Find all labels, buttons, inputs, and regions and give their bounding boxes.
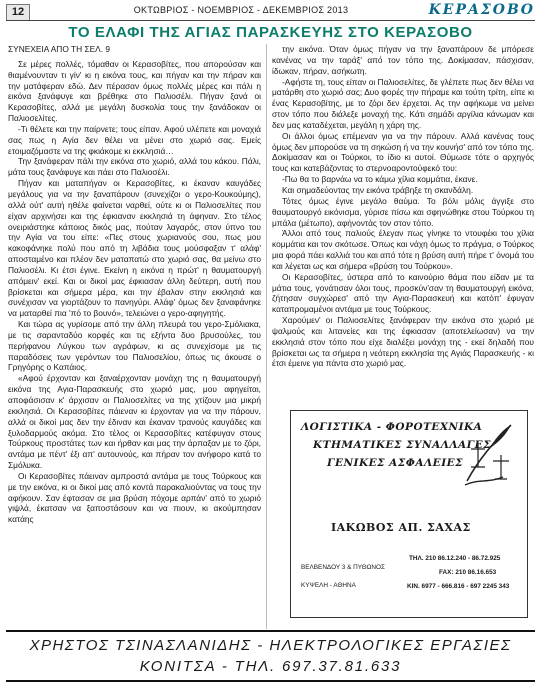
ad-person-name: ΙΑΚΩΒΟΣ ΑΠ. ΣΑΧΑΣ	[331, 521, 471, 534]
paragraph: Πήγαν και ματαπήγαν οι Κερασοβίτες, κι έκαναν καυγάδες μεγάλους για να την ξαναπάρουν (συνεχίζοι ο γερο-Κουκούμης), αλλά ούτ' αυτή ηθέλε φαίνεται ναρθεί, ούτε κι οι Παλιοσελίτες που είχαν αρχινήσει και της έφκιαναν εκκλησιά τη άφηναν. Στο τέλος ονειριάστηκε κάποιος δικός μας, πούταν λαγαρός, στον ύπνο του την Αγία να του είπε: «Πες στους χωριανούς σου, πως μου κακοφάνηκε πολύ που από τη λιβάδια τους μούσφαξαν τ' αλάφ' αποσταμένο και πλέον δεν ματαπατώ στο χωριό σας, θα μείνω στο Παλιοσέλι. Κι έτσι έγινε. Εκείνη η εικόνα η πρώτ' η θαυματουργή απόμειν' εκεί. Και οι δικοί μας έφκιασαν άλλη δεύτερη, αυτή που βρίσκεται και σήμερα μέρα, και την έβαλαν στην εκκλησιά και συνέχισαν να γιορτάζουν το πανηγύρι. Αλάφ' όμως δεν ξαναφάνηκε να ματαρθεί πια 'πό το βουνό», τελειώνει ο γερο-αφηγητής.	[8, 178, 261, 319]
issue-date: ΟΚΤΩΒΡΙΟΣ - ΝΟΕΜΒΡΙΟΣ - ΔΕΚΕΜΒΡΙΟΣ 2013	[133, 5, 349, 15]
continued-note: ΣΥΝΕΧΕΙΑ ΑΠΟ ΤΗ ΣΕΛ. 9	[8, 44, 110, 54]
paragraph: Σε μέρες πολλές, τόμαθαν οι Κερασοβίτες, που απορούσαν και θιαμένουνταν τι γίν' κι η εικόνα τους, και πήγαν και την πήραν και την ματάφεραν εδώ. Δεν πέρασαν όμως πολλές μέρες και πάλι η εικόνα ξανάφυγε και βρέθηκε στο Παλιοσέλι. Πήγαν ξανά οι Κερασοβίτες, αλλά με μεγάλη δυσκολία τους την ξανάδοκαν οι Παλιοσελίτες.	[8, 58, 261, 124]
accounting-advertisement	[290, 410, 528, 618]
ad-service-line: ΚΤΗΜΑΤΙΚΕΣ ΣΥΝΑΛΛΑΓΕΣ	[313, 439, 492, 451]
paragraph: -Τι θέλετε και την παίρνετε; τους είπαν. Αφού υλέπετε και μοναχιά σας πως η Αγία δεν θέλει να μένει στο χωριό σας. Εμείς ετοιμαζόμαστε να της φκιάκομε κι εκκλησιά…	[8, 123, 261, 156]
paragraph: -Πω θα το βαρνάω να το κάμω χίλια κομμάτια, έκανε.	[282, 174, 478, 185]
banner-bottom-rule	[6, 680, 535, 682]
quill-scale-logo-icon	[459, 419, 519, 491]
ad-phone: ΤΗΛ. 210 86.12.240 - 86.72.925	[409, 555, 501, 562]
paragraph: Και τώρα ας γυρίσομε από την άλλη πλευρά του γερο-Σμόλιακα, με τις σαρανταδύο κορφές και τις εξήντα δυο βρυσούλες, του περήφανου Λύγκου των αγράφων, κι ας συνεχίσομε με τις παραδόσεις των γερόντων του Παλιοσελίου, όπως τις άκουσε ο Γρηγόρης ο Καπάιος.	[8, 319, 261, 373]
banner-line: ΧΡΗΣΤΟΣ ΤΣΙΝΑΣΛΑΝΙΔΗΣ - ΗΛΕΚΤΡΟΛΟΓΙΚΕΣ ΕΡΓΑΣΙΕΣ	[29, 637, 512, 654]
paragraph: Χαρούμεν' οι Παλιοσελίτες ξανάφεραν την εικόνα στο χωριό με ψαλμούς και λιτανείες και της έφκιασαν (αποτελείωσαν) να την εκκλησιά στον τόπο που είχε διαλέξει μονάχη της - εκεί δηλαδή που βρίσκεται ως τα σήμερα η νεότερη εκκλησία της Αγιάς Παρασκευής - κι έτσι έμεινε για πάντα στο χωριό μας.	[272, 315, 534, 369]
paragraph: Και σημαδεύοντας την εικόνα τράβηξε τη σκανδάλη.	[282, 184, 474, 195]
paragraph: Την ξανάφεραν πάλι την εικόνα στο χωριό, αλλά του κάκου. Πάλι, μάτα τους ξανάφυγε και πάει στο Παλιοσέλι.	[8, 156, 261, 178]
ad-mobile: ΚΙΝ. 6977 - 666.816 - 697 2245 343	[407, 583, 510, 590]
paragraph: την εικόνα. Όταν όμως πήγαν να την ξαναπάρουν δε μπόρεσε κανένας να την ταράξ' από τον τόπο της. Δοκίμασαν, πάσχισαν, ίδωκαν, πήραν, ασήκωτη.	[272, 44, 534, 76]
banner-line: ΚΟΝΙΤΣΑ - ΤΗΛ. 697.37.81.633	[139, 658, 402, 675]
paragraph: Οι Κερασοβίτες, ύστερα από το καινούριο θάμα που είδαν με τα μάτια τους, γονάτισαν όλοι τους, προσκύν'σαν τη θαυματουργή εικόνα, ζήτησαν συγχώρεσ' από την Αγια-Παρασκευή και κατόπ' έφυγαν καταπρομαμένοι αντάμα με τους Τούρκους.	[272, 271, 534, 315]
newspaper-name: ΚΕΡΑΣΟΒΟ	[428, 2, 535, 18]
column-divider	[266, 44, 267, 629]
electrician-banner	[6, 630, 535, 696]
banner-top-rule	[6, 630, 535, 632]
header-divider	[6, 20, 535, 21]
article-title: ΤΟ ΕΛΑΦΙ ΤΗΣ ΑΓΙΑΣ ΠΑΡΑΣΚΕΥΗΣ ΣΤΟ ΚΕΡΑΣΟΒΟ	[68, 24, 473, 41]
paragraph: Οι Κερασοβίτες πάειναν αμπροστά αντάμα με τους Τούρκους και με την εικόνα, κι οι δικοί μας από κοντά παρακαλιούντας να τους την αφήκουν. Σαν έφτασαν σε μια βρύση πόχομε αρπάν' από το χωριό γιψλά, έκατσαν να ξαποστάσουν και να πιουν, κι ακούμπησαν κατάης	[8, 470, 261, 525]
ad-fax: FAX: 210 86.16.653	[439, 569, 497, 576]
article-column-left	[8, 44, 261, 629]
ad-service-line: ΛΟΓΙΣΤΙΚΑ - ΦΟΡΟΤΕΧΝΙΚΑ	[301, 421, 483, 433]
ad-address: ΚΥΨΕΛΗ - ΑΘΗΝΑ	[301, 582, 356, 589]
ad-address: ΒΕΛΒΕΝΔΟΥ 3 & ΠΥΘΩΝΟΣ	[301, 564, 385, 571]
ad-service-line: ΓΕΝΙΚΕΣ ΑΣΦΑΛΕΙΕΣ	[327, 457, 464, 469]
article-column-right	[272, 44, 534, 396]
paragraph: Τότες όμως έγινε μεγάλο θαύμα. Το βόλι μόλις άγγιξε στο θαυματουργό εικόνισμα, γύρισε πίσω και σφηνώθηκε στου Τούρκου τη μπάλα (μέτωπο), αφήνοντάς τον στον τόπο.	[272, 195, 534, 228]
paragraph: -Αφήστε τη, τους είπαν οι Παλιοσελίτες, δε γλέπετε πως δεν θέλει να ματάρθη στο χωριό σας; Δυο φορές την πήραμε και τούτη τρίτη, είπε κι ένας Κερασοβίτης, με το ζόρι δεν έρχεται. Ας την αφήκωμε να μείνει στον τόπο που διάλεξε μοναχή της. Κάτι σημάδι αργίλια κάνωμαν και δεν μας καταδέχεται, μεγάλη η χάρη της.	[272, 76, 534, 130]
paragraph: Άλλοι από τους παλιούς έλεγαν πως γίνηκε το ντουφέκι του χίλια κομμάτια και τον σκότωσε. Όπως και νάχη όμως το πράγμα, ο Τούρκος μια φορά πάει καλλιά του και από τότε η βρύση αυτή πήρε τ' όνομά του και λέγεται ως και σήμερα «βρύση του Τούρκου».	[272, 228, 534, 271]
paragraph: Οι άλλοι όμως επέμεναν για να την πάρουν. Αλλά κανένας τους όμως δεν μπορούσε να τη σηκώση ή να την κουνήσ' από τον τόπο της. Δοκίμασαν και οι Τούρκοι, το ίδιο κι αυτοί. Θύμωσε τότε ο αρχηγός τους και κατεβάζοντας το στερνοαροντούφεκό του:	[272, 130, 534, 174]
page-number: 12	[6, 4, 30, 21]
paragraph: «Αφού έρχονταν και ξαναέρχονταν μονάχη της η θαυματουργή εικόνα της Αγια-Παρασκευής στο χωριό μας, μου αφηγείται, αποφάσισαν κ' άρχισαν οι Παλιοσελίτες να της χτίζουν μια μικρή εκκλησιά. Οι Κερασοβίτες πάιεναν κι έρχονταν για να την πάρουν, αλλά οι δικοί μας δεν την έδιναν και έκαναν τρανούς καυγάδες και ξυλοδαρμούς ακόμα. Στο τέλος οι Κερασοβίτες κατέφυγαν στους Τούρκους προστάτες των και ήρθαν και μας την άρπαξαν με το ζόρι, αντάμα με πέντ' έξι απ' αυτουνούς, και πήραν τον ανήφορο κατά το Σμόλυκα.	[8, 373, 261, 471]
page-header	[6, 4, 535, 20]
